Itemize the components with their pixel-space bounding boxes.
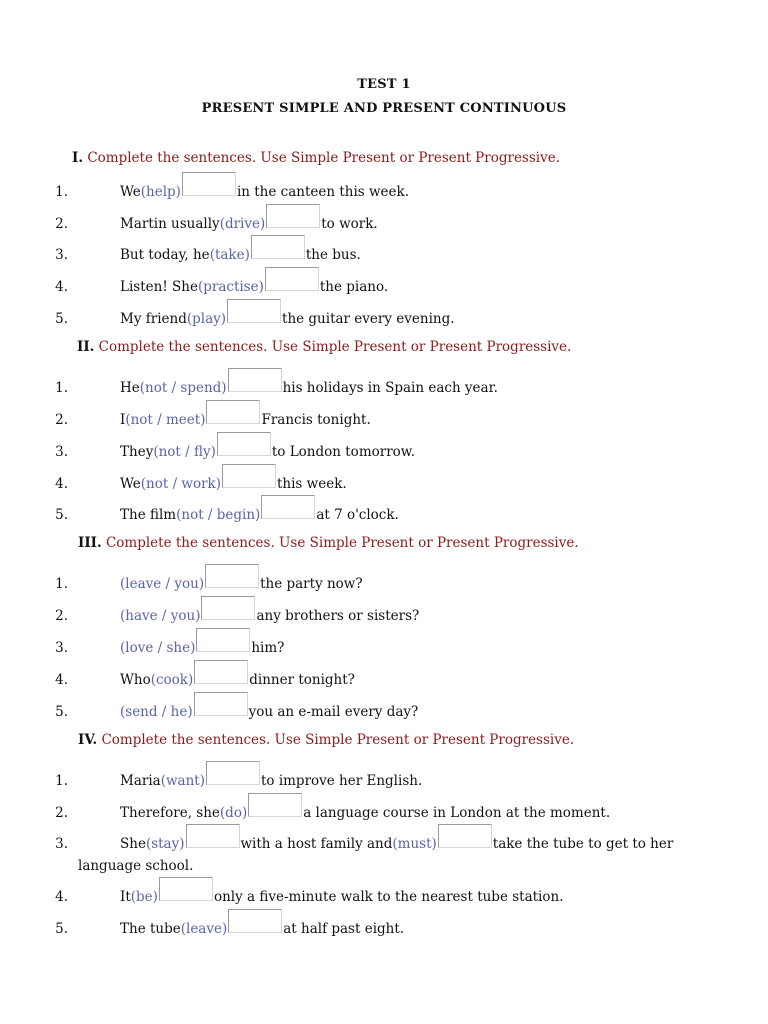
section-number: IV. [78, 732, 98, 748]
section-instruction: Complete the sentences. Use Simple Present or Present Progressive. [105, 535, 579, 551]
verb-hint: (be) [130, 889, 158, 905]
sentence-start: Listen! She [120, 279, 198, 295]
item-number: 3. [55, 247, 68, 263]
item-number: 3. [55, 444, 68, 460]
verb-hint: (have / you) [120, 608, 201, 624]
item-number: 2. [55, 412, 68, 428]
answer-box[interactable] [248, 793, 302, 817]
verb-hint: (love / she) [120, 640, 196, 656]
item-number: 2. [55, 805, 68, 821]
sentence-end: at half past eight. [283, 921, 405, 937]
item-number: 1. [55, 184, 68, 200]
answer-box[interactable] [265, 267, 319, 291]
exercise-item [0, 410, 768, 434]
exercise-item [0, 702, 768, 726]
item-sentence [120, 836, 673, 860]
verb-hint: (help) [140, 184, 181, 200]
sentence-end: with a host family and [240, 836, 393, 852]
exercise-item [0, 638, 768, 662]
verb-hint: (not / begin) [176, 507, 261, 523]
exercise-item [0, 309, 768, 333]
sentence-start: It [120, 889, 131, 905]
item-sentence [120, 889, 564, 913]
verb-hint: (not / spend) [139, 380, 227, 396]
item-number: 5. [55, 311, 68, 327]
item-number: 2. [55, 216, 68, 232]
verb-hint: (not / work) [140, 476, 221, 492]
sentence-start: She [120, 836, 146, 852]
verb-hint: (leave / you) [120, 576, 205, 592]
item-number: 5. [55, 704, 68, 720]
section-heading [78, 732, 574, 748]
sentence-end: you an e-mail every day? [248, 704, 419, 720]
answer-box[interactable] [228, 909, 282, 933]
verb-hint: (cook) [150, 672, 194, 688]
sentence-end: in the canteen this week. [236, 184, 410, 200]
exercise-item [0, 834, 768, 858]
verb-hint: (leave) [180, 921, 228, 937]
sentence-end: the party now? [260, 576, 363, 592]
answer-box[interactable] [194, 660, 248, 684]
sentence-start: They [120, 444, 154, 460]
page-title: PRESENT SIMPLE AND PRESENT CONTINUOUS [201, 101, 567, 116]
section-instruction: Complete the sentences. Use Simple Present or Present Progressive. [98, 339, 572, 355]
verb-hint: (play) [186, 311, 227, 327]
exercise-item [0, 919, 768, 943]
item-number: 4. [55, 889, 68, 905]
sentence-end: at 7 o'clock. [316, 507, 399, 523]
answer-box[interactable] [228, 368, 282, 392]
verb-hint: (not / meet) [125, 412, 206, 428]
item-sentence [120, 216, 378, 240]
exercise-item [0, 670, 768, 694]
sentence-start: Who [120, 672, 151, 688]
item-sentence [120, 921, 404, 945]
item-number: 3. [55, 640, 68, 656]
answer-box[interactable] [206, 400, 260, 424]
exercise-item [0, 803, 768, 827]
sentence-end: his holidays in Spain each year. [282, 380, 498, 396]
answer-box[interactable] [438, 824, 492, 848]
sentence-start: My friend [120, 311, 187, 327]
exercise-item [0, 277, 768, 301]
exercise-item [0, 505, 768, 529]
exercise-item [0, 442, 768, 466]
answer-box[interactable] [266, 204, 320, 228]
verb-hint: (must) [392, 836, 437, 852]
sentence-continuation: language school. [78, 858, 194, 874]
sentence-end: to work. [321, 216, 378, 232]
section-heading [77, 339, 571, 355]
item-sentence [120, 184, 409, 208]
verb-hint: (practise) [197, 279, 264, 295]
answer-box[interactable] [194, 692, 248, 716]
sentence-end: the piano. [319, 279, 389, 295]
item-sentence [120, 608, 419, 632]
exercise-item [0, 214, 768, 238]
verb-hint: (not / fly) [153, 444, 216, 460]
sentence-start: The film [120, 507, 177, 523]
exercise-item [0, 378, 768, 402]
sentence-start: I [120, 412, 126, 428]
item-number: 1. [55, 773, 68, 789]
section-instruction: Complete the sentences. Use Simple Present or Present Progressive. [87, 150, 561, 166]
test-label: TEST 1 [357, 77, 411, 92]
answer-box[interactable] [159, 877, 213, 901]
exercise-item [0, 474, 768, 498]
sentence-end: him? [251, 640, 285, 656]
sentence-start: Martin usually [120, 216, 220, 232]
sentence-end: only a five-minute walk to the nearest tube station. [213, 889, 564, 905]
item-sentence [120, 704, 418, 728]
sentence-end: to improve her English. [260, 773, 423, 789]
answer-box[interactable] [261, 495, 315, 519]
section-instruction: Complete the sentences. Use Simple Present or Present Progressive. [101, 732, 575, 748]
sentence-start: Therefore, she [120, 805, 220, 821]
verb-hint: (want) [160, 773, 205, 789]
answer-box[interactable] [217, 432, 271, 456]
exercise-item [0, 245, 768, 269]
section-heading [78, 535, 579, 551]
item-number: 3. [55, 836, 68, 852]
sentence-end: any brothers or sisters? [256, 608, 420, 624]
answer-box[interactable] [251, 235, 305, 259]
sentence-end: this week. [277, 476, 347, 492]
answer-box[interactable] [206, 761, 260, 785]
sentence-end: a language course in London at the moment. [303, 805, 611, 821]
item-number: 1. [55, 576, 68, 592]
section-number: III. [78, 535, 102, 551]
answer-box[interactable] [205, 564, 259, 588]
sentence-start: We [120, 476, 141, 492]
item-sentence [120, 507, 399, 531]
item-number: 5. [55, 507, 68, 523]
exercise-item [0, 606, 768, 630]
sentence-end: dinner tonight? [249, 672, 355, 688]
item-number: 4. [55, 279, 68, 295]
answer-box[interactable] [182, 172, 236, 196]
item-sentence [120, 247, 361, 271]
item-number: 2. [55, 608, 68, 624]
verb-hint: (send / he) [120, 704, 193, 720]
item-number: 4. [55, 476, 68, 492]
item-sentence [120, 311, 455, 335]
item-sentence [120, 380, 498, 404]
exercise-item [0, 182, 768, 206]
section-number: I. [72, 150, 84, 166]
answer-box[interactable] [186, 824, 240, 848]
verb-hint: (do) [219, 805, 248, 821]
item-number: 1. [55, 380, 68, 396]
section-heading [72, 150, 560, 166]
sentence-start: We [120, 184, 141, 200]
verb-hint: (take) [209, 247, 250, 263]
sentence-start: But today, he [120, 247, 210, 263]
answer-box[interactable] [227, 299, 281, 323]
sentence-end: to London tomorrow. [271, 444, 416, 460]
verb-hint: (drive) [219, 216, 266, 232]
sentence-end: the guitar every evening. [282, 311, 455, 327]
verb-hint: (stay) [145, 836, 185, 852]
answer-box[interactable] [196, 628, 250, 652]
section-number: II. [77, 339, 95, 355]
item-number: 5. [55, 921, 68, 937]
sentence-start: The tube [120, 921, 181, 937]
sentence-start: He [120, 380, 140, 396]
exercise-item [0, 574, 768, 598]
answer-box[interactable] [222, 464, 276, 488]
sentence-end: take the tube to get to her [492, 836, 674, 852]
sentence-end: Francis tonight. [261, 412, 371, 428]
exercise-item [0, 887, 768, 911]
answer-box[interactable] [201, 596, 255, 620]
sentence-start: Maria [120, 773, 161, 789]
sentence-end: the bus. [305, 247, 361, 263]
item-number: 4. [55, 672, 68, 688]
exercise-item [0, 771, 768, 795]
